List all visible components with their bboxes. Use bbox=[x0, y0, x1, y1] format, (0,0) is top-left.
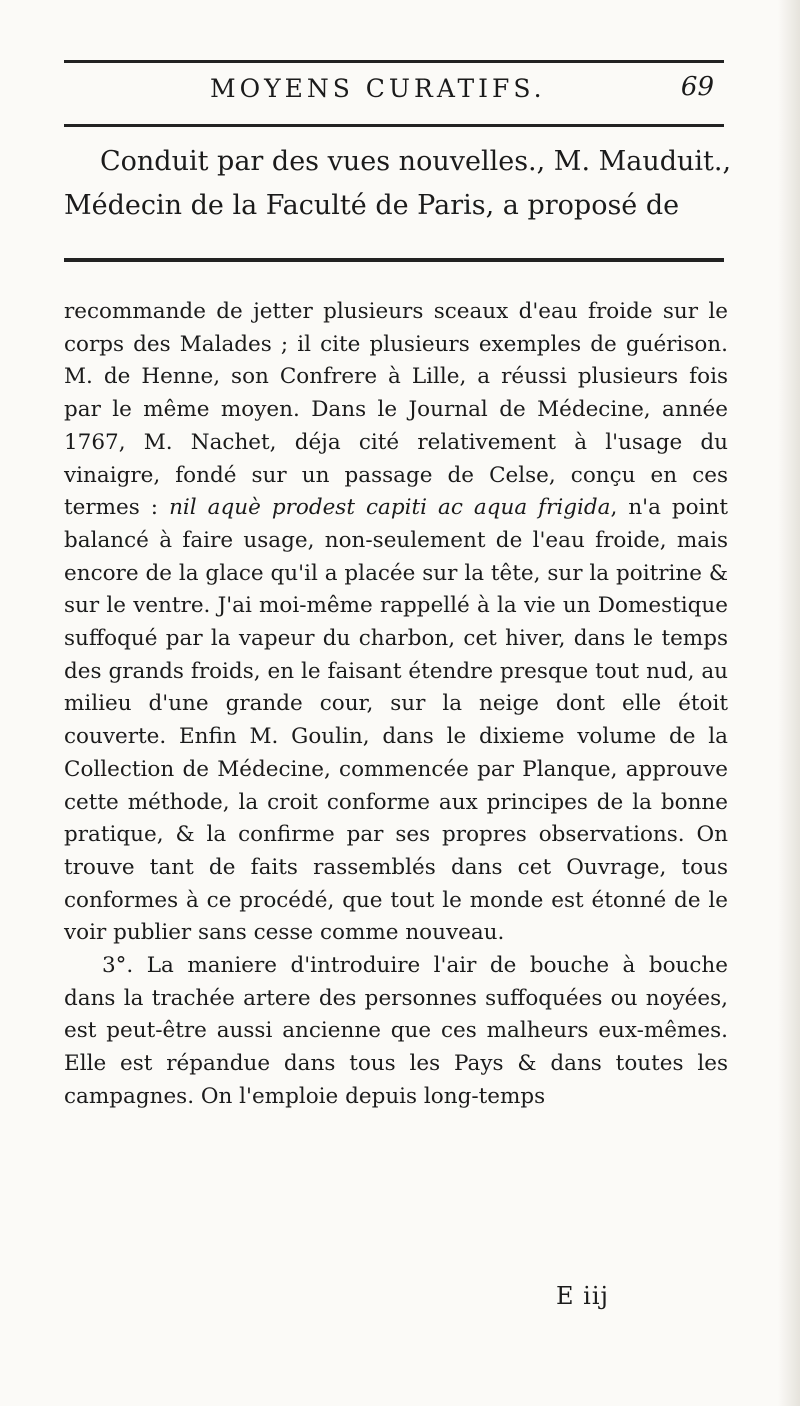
page-number: 69 bbox=[680, 72, 714, 102]
signature-mark: E iij bbox=[556, 1282, 609, 1310]
running-header bbox=[64, 74, 724, 108]
paragraph-2: 3°. La maniere d'introduire l'air de bouche à bouche dans la trachée artere des personnes suffoquées ou noyées, est peut-être aussi ancienne que ces malheurs eux-mêmes. Elle est répandue dans tous les Pays & dans toutes les campagnes. On l'emploie depuis long-temps bbox=[64, 953, 728, 1109]
header-rule bbox=[64, 124, 724, 127]
pasted-line-1: Conduit par des vues nouvelles., M. Mauduit., bbox=[100, 146, 732, 177]
latin-quotation: nil aquè prodest capiti ac aqua frigida bbox=[169, 495, 611, 521]
paragraph-1-part-a: recommande de jetter plusieurs sceaux d'eau froide sur le corps des Malades ; il cite plusieurs exemples de guérison. M. de Henne, son Confrere à Lille, a réussi plusieurs fois par le même moyen. Dans le Journal de Médecine, année 1767, M. Nachet, déja cité relativement à l'usage du vinaigre, fondé sur un passage de Celse, conçu en ces termes : bbox=[64, 299, 728, 521]
paragraph-1-part-b: , n'a point balancé à faire usage, non-seulement de l'eau froide, mais encore de la glace qu'il a placée sur la tête, sur la poitrine & sur le ventre. J'ai moi-même rappellé à la vie un Domestique suffoqué par la vapeur du charbon, cet hiver, dans le temps des grands froids, en le faisant étendre presque tout nud, au milieu d'une grande cour, sur la neige dont elle étoit couverte. Enfin M. Goulin, dans le dixieme volume de la Collection de Médecine, commencée par Planque, approuve cette méthode, la croit conforme aux principes de la bonne pratique, & la confirme par ses propres observations. On trouve tant de faits rassemblés dans cet Ouvrage, tous conformes à ce procédé, que tout le monde est étonné de le voir publier sans cesse comme nouveau. bbox=[64, 495, 728, 946]
strip-rule bbox=[64, 258, 724, 262]
body-text bbox=[64, 296, 728, 1114]
pasted-text-strip bbox=[64, 140, 732, 228]
running-head-title: MOYENS CURATIFS. bbox=[210, 74, 546, 103]
pasted-line-2: Médecin de la Faculté de Paris, a proposé de bbox=[64, 190, 680, 221]
top-rule bbox=[64, 60, 724, 63]
paragraph-1 bbox=[64, 296, 728, 950]
page-edge-shadow bbox=[778, 0, 800, 1406]
